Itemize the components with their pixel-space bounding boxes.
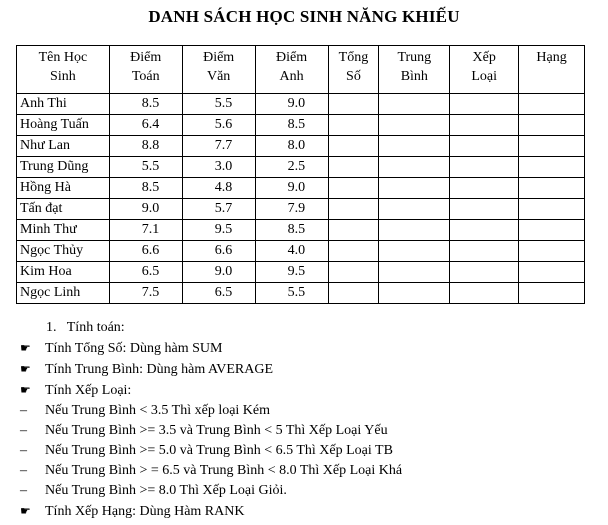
average-cell [379,94,450,115]
math-score-cell: 6.4 [109,115,182,136]
math-score-cell: 8.8 [109,136,182,157]
instructions-heading [20,318,402,338]
column-header-text: Văn [206,69,231,84]
rank-cell [519,136,585,157]
english-score-cell: 8.5 [255,220,328,241]
literature-score-cell: 7.7 [182,136,255,157]
column-header-text: Toán [131,69,160,84]
math-score-cell: 5.5 [109,157,182,178]
column-header-text: Số [346,69,361,84]
table-row [17,94,585,115]
student-name-cell: Như Lan [17,136,110,157]
pointing-hand-icon: ☛ [20,504,31,518]
note-text: Nếu Trung Bình >= 5.0 và Trung Bình < 6.5 Thì Xếp Loại TB [45,443,393,458]
average-cell [379,157,450,178]
note-text: Tính Tổng Số: Dùng hàm SUM [45,341,223,356]
column-header [255,46,328,94]
dash-icon: – [20,443,27,458]
classification-cell [450,115,519,136]
instructions [20,318,402,522]
column-header [519,46,585,94]
student-name-cell: Anh Thi [17,94,110,115]
heading-number: 1. [46,320,57,335]
average-cell [379,262,450,283]
total-cell [328,262,379,283]
column-header-text: Trung [397,50,432,65]
total-cell [328,115,379,136]
rank-cell [519,178,585,199]
column-header-text: Tổng [338,50,369,65]
table-row [17,220,585,241]
condition-item [20,481,402,501]
rank-cell [519,115,585,136]
total-cell [328,157,379,178]
average-cell [379,220,450,241]
classification-cell [450,262,519,283]
table-header-row [17,46,585,94]
pointing-hand-icon: ☛ [20,362,31,376]
student-name-cell: Ngọc Thủy [17,241,110,262]
table-row [17,136,585,157]
bullet-item [20,359,402,380]
note-text: Tính Trung Bình: Dùng hàm AVERAGE [45,362,274,377]
math-score-cell: 6.5 [109,262,182,283]
note-text: Nếu Trung Bình >= 8.0 Thì Xếp Loại Giỏi. [45,483,287,498]
page-title: DANH SÁCH HỌC SINH NĂNG KHIẾU [148,7,460,26]
rank-cell [519,241,585,262]
math-score-cell: 7.5 [109,283,182,304]
condition-item [20,441,402,461]
student-name-cell: Hoàng Tuấn [17,115,110,136]
column-header-text: Điểm [275,50,308,65]
note-text: Tính Xếp Hạng: Dùng Hàm RANK [45,504,245,519]
column-header [328,46,379,94]
average-cell [379,136,450,157]
table-row [17,283,585,304]
bullet-item [20,338,402,359]
classification-cell [450,283,519,304]
dash-icon: – [20,423,27,438]
english-score-cell: 9.0 [255,178,328,199]
average-cell [379,283,450,304]
column-header [109,46,182,94]
total-cell [328,178,379,199]
math-score-cell: 9.0 [109,199,182,220]
dash-icon: – [20,403,27,418]
column-header-text: Sinh [50,69,76,84]
total-cell [328,241,379,262]
average-cell [379,199,450,220]
average-cell [379,115,450,136]
student-name-cell: Hồng Hà [17,178,110,199]
classification-cell [450,199,519,220]
literature-score-cell: 6.5 [182,283,255,304]
classification-cell [450,220,519,241]
column-header-text: Điểm [203,50,235,65]
column-header-text: Tên Học [38,50,88,65]
rank-cell [519,199,585,220]
english-score-cell: 5.5 [255,283,328,304]
literature-score-cell: 9.0 [182,262,255,283]
math-score-cell: 8.5 [109,94,182,115]
column-header-text: Xếp [472,50,496,65]
condition-item [20,421,402,441]
classification-cell [450,94,519,115]
column-header-text: Điểm [130,50,162,65]
math-score-cell: 7.1 [109,220,182,241]
column-header [17,46,110,94]
student-name-cell: Minh Thư [17,220,110,241]
condition-item [20,461,402,481]
english-score-cell: 9.5 [255,262,328,283]
condition-item [20,401,402,421]
literature-score-cell: 4.8 [182,178,255,199]
column-header [182,46,255,94]
table-row [17,115,585,136]
table-row [17,262,585,283]
classification-cell [450,178,519,199]
average-cell [379,178,450,199]
column-header-text: Bình [400,69,428,84]
literature-score-cell: 6.6 [182,241,255,262]
english-score-cell: 8.0 [255,136,328,157]
bullet-item [20,380,402,401]
dash-icon: – [20,463,27,478]
classification-cell [450,157,519,178]
literature-score-cell: 5.7 [182,199,255,220]
student-name-cell: Trung Dũng [17,157,110,178]
student-name-cell: Ngọc Linh [17,283,110,304]
english-score-cell: 8.5 [255,115,328,136]
column-header [379,46,450,94]
note-text: Nếu Trung Bình > = 6.5 và Trung Bình < 8.0 Thì Xếp Loại Khá [45,463,403,478]
literature-score-cell: 9.5 [182,220,255,241]
english-score-cell: 9.0 [255,94,328,115]
math-score-cell: 6.6 [109,241,182,262]
literature-score-cell: 3.0 [182,157,255,178]
average-cell [379,241,450,262]
literature-score-cell: 5.5 [182,94,255,115]
total-cell [328,199,379,220]
column-header-text: Anh [279,69,304,84]
pointing-hand-icon: ☛ [20,383,31,397]
bullet-item [20,501,402,522]
pointing-hand-icon: ☛ [20,341,31,355]
literature-score-cell: 5.6 [182,115,255,136]
note-text: Nếu Trung Bình >= 3.5 và Trung Bình < 5 Thì Xếp Loại Yếu [45,423,388,438]
column-header-text: Loại [471,69,497,84]
table-row [17,241,585,262]
rank-cell [519,94,585,115]
rank-cell [519,262,585,283]
heading-text: Tính toán: [66,320,125,335]
classification-cell [450,136,519,157]
rank-cell [519,157,585,178]
table-row [17,157,585,178]
total-cell [328,283,379,304]
student-table [16,45,585,304]
total-cell [328,220,379,241]
math-score-cell: 8.5 [109,178,182,199]
column-header-text: Hạng [536,50,567,65]
total-cell [328,136,379,157]
table-row [17,199,585,220]
dash-icon: – [20,483,27,498]
column-header [450,46,519,94]
table-row [17,178,585,199]
rank-cell [519,220,585,241]
student-name-cell: Kim Hoa [17,262,110,283]
note-text: Nếu Trung Bình < 3.5 Thì xếp loại Kém [45,403,271,418]
english-score-cell: 2.5 [255,157,328,178]
english-score-cell: 7.9 [255,199,328,220]
student-name-cell: Tấn đạt [17,199,110,220]
rank-cell [519,283,585,304]
classification-cell [450,241,519,262]
total-cell [328,94,379,115]
english-score-cell: 4.0 [255,241,328,262]
note-text: Tính Xếp Loại: [45,383,132,398]
